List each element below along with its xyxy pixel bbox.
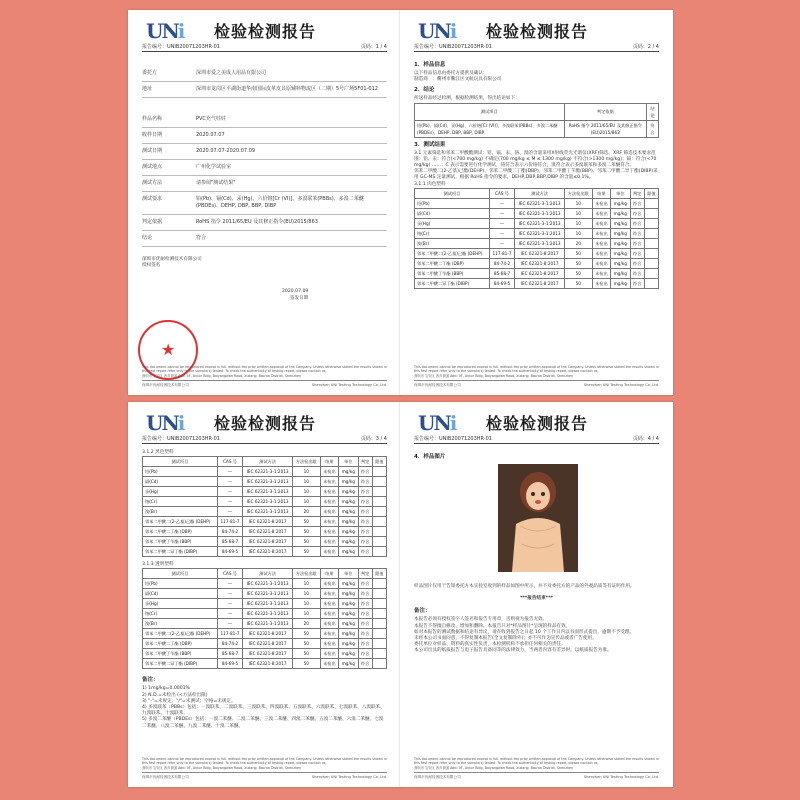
report-page-4 — [400, 402, 673, 787]
report-title: 检验检测报告 — [486, 22, 589, 41]
table-row: 邻苯二甲酸丁苄酯 (BBP) 85-68-7 IEC 62321-8:2017 50 未检出 mg/kg 符合 — [143, 537, 387, 547]
section-title: 4．样品图片 — [414, 454, 446, 460]
sample-photo-image — [498, 464, 578, 572]
field-row: 测试地点 广州化学试验室 — [142, 160, 387, 176]
section-title: 3．测试结果 — [414, 141, 446, 148]
uni-logo: UNi — [146, 411, 184, 435]
report-title: 检验检测报告 — [214, 22, 317, 41]
results-section: 1．样品信息 以下样品信息由委托方提供及确认: 制造商 ：衢州市衢江区文航玩具有限公司 2．结论 所送样品经过检测，根据检测结果，得出结论如下： 测试项目 判定依据 结论 铅(Pb)、镉(Cd)、汞(Hg)、六价铬[Cr (VI)]、多溴联苯(PBBs)、多溴二苯醚(PBDEs)、DEHP, DBP, BBP, DIBP RoHS 指令 2011/65/EU 及其修正指令(EU)2015/863 符合 3．测试结果 3.1 元素筛选和邻苯二甲酸酯测试：铅、镉、汞、铬、溴的含量采用X射线荧光光谱仪(XRF)筛选。XRF 筛选技术要求范围：铅、汞：符合(<700 mg/kg) 不确定(700 mg/kg ≤ M ≤ 1300 mg/kg) 不符合(>1300 mg/kg)；镉：符合(<70 mg/kg) ……；C 表示需要进行化学测试，铬符合表示六价铬符合，溴符合表示多溴联苯和多溴二苯醚符合。 邻苯二甲酸二(2-乙基)己酯(DEHP)、邻苯二甲酸二丁酯(DBP)、邻苯二甲酸丁苄酯(BBP)、邻苯二甲酸二异丁酯(DIBP)采用 GC-MS 定量测试，根据 RoHS 指令的要求，DEHP,DBP,BBP,DIBP 的含量≤0.1%。 3.1.1 肉色塑料 测试项目 CAS 号 测试方法 方法检出限 结果 单位 判定 限值 铅(Pb) — IEC 62321-3-1:2013 10 未检出 mg/kg 符合 镉(Cd) — IEC 62321-3-1:2013 10 未检出 mg/kg 符合 汞(Hg) — IEC 62321-3-1:2013 10 未检出 mg/kg 符合 铬(Cr) — IEC 62321-3-1:2013 10 未检出 mg/kg 符合 溴(Br) — IEC 62321-3-1:2013 20 未检出 mg/kg 符合 邻苯二甲酸二(2-乙基)己酯 (DEHP) 117-81-7 IEC 62321-8:2017 50 未检出 mg/kg 符合 邻苯二甲酸二丁酯 (DBP) 84-74-2 IEC 62321-8:2017 50 未检出 mg/kg 符合 邻苯二甲酸丁苄酯 (BBP) 85-68-7 IEC 62321-8:2017 50 未检出 mg/kg 符合 邻苯二甲酸二异丁酯 (DIBP) 84-69-5 IEC 62321-8:2017 50 未检出 mg/kg 符合 — [414, 58, 659, 289]
page-header — [128, 10, 401, 54]
uni-logo: UNi — [418, 411, 456, 435]
page-number: 页码：2 / 4 — [632, 44, 659, 50]
table-row: 溴(Br) — IEC 62321-3-1:2013 20 未检出 mg/kg 符合 — [415, 238, 659, 248]
table-row: 邻苯二甲酸丁苄酯 (BBP) 85-68-7 IEC 62321-8:2017 50 未检出 mg/kg 符合 — [143, 649, 387, 659]
photo-section — [414, 450, 659, 463]
report-number: 报告编号：UNIB20071203HR-01 — [142, 436, 220, 442]
page-number: 页码：1 / 4 — [360, 44, 387, 50]
report-page-3 — [128, 402, 401, 787]
table-row: 镉(Cd) — IEC 62321-3-1:2013 10 未检出 mg/kg 符合 — [143, 477, 387, 487]
table-row: 邻苯二甲酸二丁酯 (DBP) 84-74-2 IEC 62321-8:2017 50 未检出 mg/kg 符合 — [143, 527, 387, 537]
table-row: 邻苯二甲酸二(2-乙基)己酯 (DEHP) 117-81-7 IEC 62321-8:2017 50 未检出 mg/kg 符合 — [143, 517, 387, 527]
uni-logo: UNi — [418, 19, 456, 43]
field-row: 收样日期 2020.07.07 — [142, 128, 387, 144]
results-table — [414, 188, 659, 289]
report-title: 检验检测报告 — [214, 414, 317, 433]
page-header — [400, 402, 673, 446]
table-header-row: 测试项目 CAS 号 测试方法 方法检出限 结果 单位 判定 限值 — [143, 569, 387, 579]
issue-date: 2020.07.09 — [282, 289, 309, 295]
report-page-1 — [128, 10, 401, 395]
field-row: 测试方法 请参阅"测试结果" — [142, 176, 387, 192]
table-row: 邻苯二甲酸二丁酯 (DBP) 84-74-2 IEC 62321-8:2017 50 未检出 mg/kg 符合 — [143, 639, 387, 649]
section-title: 2．结论 — [414, 87, 435, 94]
table-row: 铬(Cr) — IEC 62321-3-1:2013 10 未检出 mg/kg 符合 — [143, 609, 387, 619]
table-row: 镉(Cd) — IEC 62321-3-1:2013 10 未检出 mg/kg 符合 — [143, 589, 387, 599]
report-number: 报告编号：UNIB20071203HR-01 — [142, 44, 220, 50]
report-title: 检验检测报告 — [486, 414, 589, 433]
results-section: 3.1.2 黑色塑料 测试项目 CAS 号 测试方法 方法检出限 结果 单位 判定 限值 铅(Pb) — IEC 62321-3-1:2013 10 未检出 mg/kg 符合 镉(Cd) — IEC 62321-3-1:2013 10 未检出 mg/kg 符合 汞(Hg) — IEC 62321-3-1:2013 10 未检出 mg/kg 符合 铬(Cr) — IEC 62321-3-1:2013 10 未检出 mg/kg 符合 溴(Br) — IEC 62321-3-1:2013 20 未检出 mg/kg 符合 邻苯二甲酸二(2-乙基)己酯 (DEHP) 117-81-7 IEC 62321-8:2017 50 未检出 mg/kg 符合 邻苯二甲酸二丁酯 (DBP) 84-74-2 IEC 62321-8:2017 50 未检出 mg/kg 符合 邻苯二甲酸丁苄酯 (BBP) 85-68-7 IEC 62321-8:2017 50 未检出 mg/kg 符合 邻苯二甲酸二异丁酯 (DIBP) 84-69-5 IEC 62321-8:2017 50 未检出 mg/kg 符合 3.1.3 透明塑料 测试项目 CAS 号 测试方法 方法检出限 结果 单位 判定 限值 铅(Pb) — IEC 62321-3-1:2013 10 未检出 mg/kg 符合 镉(Cd) — IEC 62321-3-1:2013 10 未检出 mg/kg 符合 汞(Hg) — IEC 62321-3-1:2013 10 未检出 mg/kg 符合 铬(Cr) — IEC 62321-3-1:2013 10 未检出 mg/kg 符合 溴(Br) — IEC 62321-3-1:2013 20 未检出 mg/kg 符合 邻苯二甲酸二(2-乙基)己酯 (DEHP) 117-81-7 IEC 62321-8:2017 50 未检出 mg/kg 符合 邻苯二甲酸二丁酯 (DBP) 84-74-2 IEC 62321-8:2017 50 未检出 mg/kg 符合 邻苯二甲酸丁苄酯 (BBP) 85-68-7 IEC 62321-8:2017 50 未检出 mg/kg 符合 邻苯二甲酸二异丁酯 (DIBP) 84-69-5 IEC 62321-8:2017 50 未检出 mg/kg 符合 备注： 1) 1mg/kg=0.0001% 2) N.D.=未检出 (<方法检出限) 3) "-"=未规定；"/"=未测试；空格=未规定。 4) 多溴联苯（PBBs）包括：一溴联苯、二溴联苯、三溴联苯、四溴联苯、五溴联苯、六溴联苯、七溴联苯、八溴联苯、九溴联苯、十溴联苯。 5) 多溴二苯醚（PBDEs）包括：一溴二苯醚、二溴二苯醚、三溴二苯醚、四溴二苯醚、五溴二苯醚、六溴二苯醚、七溴二苯醚、八溴二苯醚、九溴二苯醚、十溴二苯醚。 — [142, 450, 387, 730]
conclusion-table: 测试项目 判定依据 结论 铅(Pb)、镉(Cd)、汞(Hg)、六价铬[Cr (VI)]、多溴联苯(PBBs)、多溴二苯醚(PBDEs)、DEHP, DBP, BBP, DIBP RoHS 指令 2011/65/EU 及其修正指令(EU)2015/863 符合 — [414, 103, 659, 138]
page-number: 页码：4 / 4 — [632, 436, 659, 442]
page-footer: This document cannot be reproduced except in full, without the prior written approval of the Company. Unless otherwise stated the results shown in this test report refer only to the sample(s) tested. To check the authenticity of testing report, please contact us. 深圳市 宝安区 西乡街道 Add: 5F, Anlun Bldg, Baiyangwan Road, Xixiang, Bao'an District, Shenzhen 深圳市优耐检测技术有限公司 Shenzhen UNi Testing Technology Co.,Ltd. — [414, 365, 659, 387]
table-row: 溴(Br) — IEC 62321-3-1:2013 20 未检出 mg/kg 符合 — [143, 619, 387, 629]
table-row: 铬(Cr) — IEC 62321-3-1:2013 10 未检出 mg/kg 符合 — [415, 228, 659, 238]
page-number: 页码：3 / 4 — [360, 436, 387, 442]
report-number: 报告编号：UNIB20071203HR-01 — [414, 44, 492, 50]
signer-label: 授权签名 — [142, 263, 161, 269]
field-row: 地址 深圳市龙岗区平湖街道华南国际皮革皮具原辅料物流区（二期）5号广场5F01-012 — [142, 82, 387, 98]
notes-section: 样品图片仅用于告知委托方本实验室收到的样品如图中所示，并不对委托方的产品的外观品质等有证明作用。 ***报告结束*** 备注： 本报告必须有授权签字人签名和报告专用章，否则视为报告无效。 本报告不得擅自修改、增加和删除。本报告只对*样品图片*呈现的样品有效。 如对本报告的测试数据和结论有异议，请在收到报告之日起 10 个工作日内以书面形式提出，逾期不予受理。 未经本公司书面同意，不得复制本报告(全文复制除外)；亦不可作为宣传品或者广告使用。 委托单位对样品、资料的真实性负责，本检测机构不承担任何相关的责任。 本公司出具的纸质报告与电子报告具备同等的法律效力，当两者内容有差异时，以纸质报告为准。 — [414, 584, 659, 655]
notes-title: 备注： — [142, 677, 159, 684]
table-row: 铅(Pb) — IEC 62321-3-1:2013 10 未检出 mg/kg 符合 — [143, 467, 387, 477]
sample-photo — [498, 464, 578, 572]
table-row: 镉(Cd) — IEC 62321-3-1:2013 10 未检出 mg/kg 符合 — [415, 208, 659, 218]
seal-star-icon: ★ — [161, 340, 176, 359]
header-divider — [142, 51, 387, 52]
fields-section — [142, 66, 387, 302]
page-footer: This document cannot be reproduced except in full, without the prior written approval of the Company. Unless otherwise stated the results shown in this test report refer only to the sample(s) tested. To check the authenticity of testing report, please contact us. 深圳市 宝安区 西乡街道 Add: 5F, Anlun Bldg, Baiyangwan Road, Xixiang, Bao'an District, Shenzhen 深圳市优耐检测技术有限公司 Shenzhen UNi Testing Technology Co.,Ltd. — [142, 365, 387, 387]
field-row: 测试要求 铅(Pb)、镉(Cd)、汞(Hg)、六价铬[Cr (VI)]、多溴联苯(PBBs)、多溴二苯醚(PBDEs)、DEHP, DBP, BBP, DIBP — [142, 192, 387, 215]
page-header — [400, 10, 673, 54]
page-footer: This document cannot be reproduced except in full, without the prior written approval of the Company. Unless otherwise stated the results shown in this test report refer only to the sample(s) tested. To check the authenticity of testing report, please contact us. 深圳市 宝安区 西乡街道 Add: 5F, Anlun Bldg, Baiyangwan Road, Xixiang, Bao'an District, Shenzhen 深圳市优耐检测技术有限公司 Shenzhen UNi Testing Technology Co.,Ltd. — [414, 757, 659, 779]
header-divider — [142, 443, 387, 444]
table-row: 汞(Hg) — IEC 62321-3-1:2013 10 未检出 mg/kg 符合 — [415, 218, 659, 228]
page-header — [128, 402, 401, 446]
table-row: 邻苯二甲酸二异丁酯 (DIBP) 84-69-5 IEC 62321-8:2017 50 未检出 mg/kg 符合 — [415, 278, 659, 288]
section-title: 1．样品信息 — [414, 62, 446, 68]
field-row: 判定依据 RoHS 指令 2011/65/EU 及其修正指令(EU)2015/863 — [142, 215, 387, 231]
table-row: 邻苯二甲酸二(2-乙基)己酯 (DEHP) 117-81-7 IEC 62321-8:2017 50 未检出 mg/kg 符合 — [415, 248, 659, 258]
table-row: 溴(Br) — IEC 62321-3-1:2013 20 未检出 mg/kg 符合 — [143, 507, 387, 517]
header-divider — [414, 443, 659, 444]
field-row: 委托方 深圳市爱之美成人用品有限公司 — [142, 66, 387, 82]
table-row: 邻苯二甲酸二异丁酯 (DIBP) 84-69-5 IEC 62321-8:2017 50 未检出 mg/kg 符合 — [143, 547, 387, 557]
results-table — [142, 568, 387, 669]
notes-title: 备注： — [414, 608, 431, 615]
uni-logo: UNi — [146, 19, 184, 43]
results-table — [142, 456, 387, 557]
field-row: 测试日期 2020.07.07-2020.07.09 — [142, 144, 387, 160]
issue-date-label: 签发日期 — [290, 295, 309, 301]
table-row: 邻苯二甲酸二丁酯 (DBP) 84-74-2 IEC 62321-8:2017 50 未检出 mg/kg 符合 — [415, 258, 659, 268]
signer-company: 深圳市优耐检测技术有限公司 — [142, 257, 202, 262]
table-row: 铅(Pb) — IEC 62321-3-1:2013 10 未检出 mg/kg 符合 — [143, 579, 387, 589]
table-row: 铬(Cr) — IEC 62321-3-1:2013 10 未检出 mg/kg 符合 — [143, 497, 387, 507]
field-row: 结论 符合 — [142, 231, 387, 247]
table-header-row: 测试项目 CAS 号 测试方法 方法检出限 结果 单位 判定 限值 — [415, 188, 659, 198]
report-number: 报告编号：UNIB20071203HR-01 — [414, 436, 492, 442]
page-footer: This document cannot be reproduced except in full, without the prior written approval of the Company. Unless otherwise stated the results shown in this test report refer only to the sample(s) tested. To check the authenticity of testing report, please contact us. 深圳市 宝安区 西乡街道 Add: 5F, Anlun Bldg, Baiyangwan Road, Xixiang, Bao'an District, Shenzhen 深圳市优耐检测技术有限公司 Shenzhen UNi Testing Technology Co.,Ltd. — [142, 757, 387, 779]
field-row: 样品名称 PVC充气娃娃 — [142, 112, 387, 128]
table-row: 邻苯二甲酸丁苄酯 (BBP) 85-68-7 IEC 62321-8:2017 50 未检出 mg/kg 符合 — [415, 268, 659, 278]
header-divider — [414, 51, 659, 52]
report-page-2 — [400, 10, 673, 395]
table-row: 汞(Hg) — IEC 62321-3-1:2013 10 未检出 mg/kg 符合 — [143, 487, 387, 497]
table-row: 汞(Hg) — IEC 62321-3-1:2013 10 未检出 mg/kg 符合 — [143, 599, 387, 609]
table-row: 邻苯二甲酸二(2-乙基)己酯 (DEHP) 117-81-7 IEC 62321-8:2017 50 未检出 mg/kg 符合 — [143, 629, 387, 639]
table-row: 铅(Pb) — IEC 62321-3-1:2013 10 未检出 mg/kg 符合 — [415, 198, 659, 208]
table-row: 邻苯二甲酸二异丁酯 (DIBP) 84-69-5 IEC 62321-8:2017 50 未检出 mg/kg 符合 — [143, 659, 387, 669]
table-header-row: 测试项目 CAS 号 测试方法 方法检出限 结果 单位 判定 限值 — [143, 457, 387, 467]
